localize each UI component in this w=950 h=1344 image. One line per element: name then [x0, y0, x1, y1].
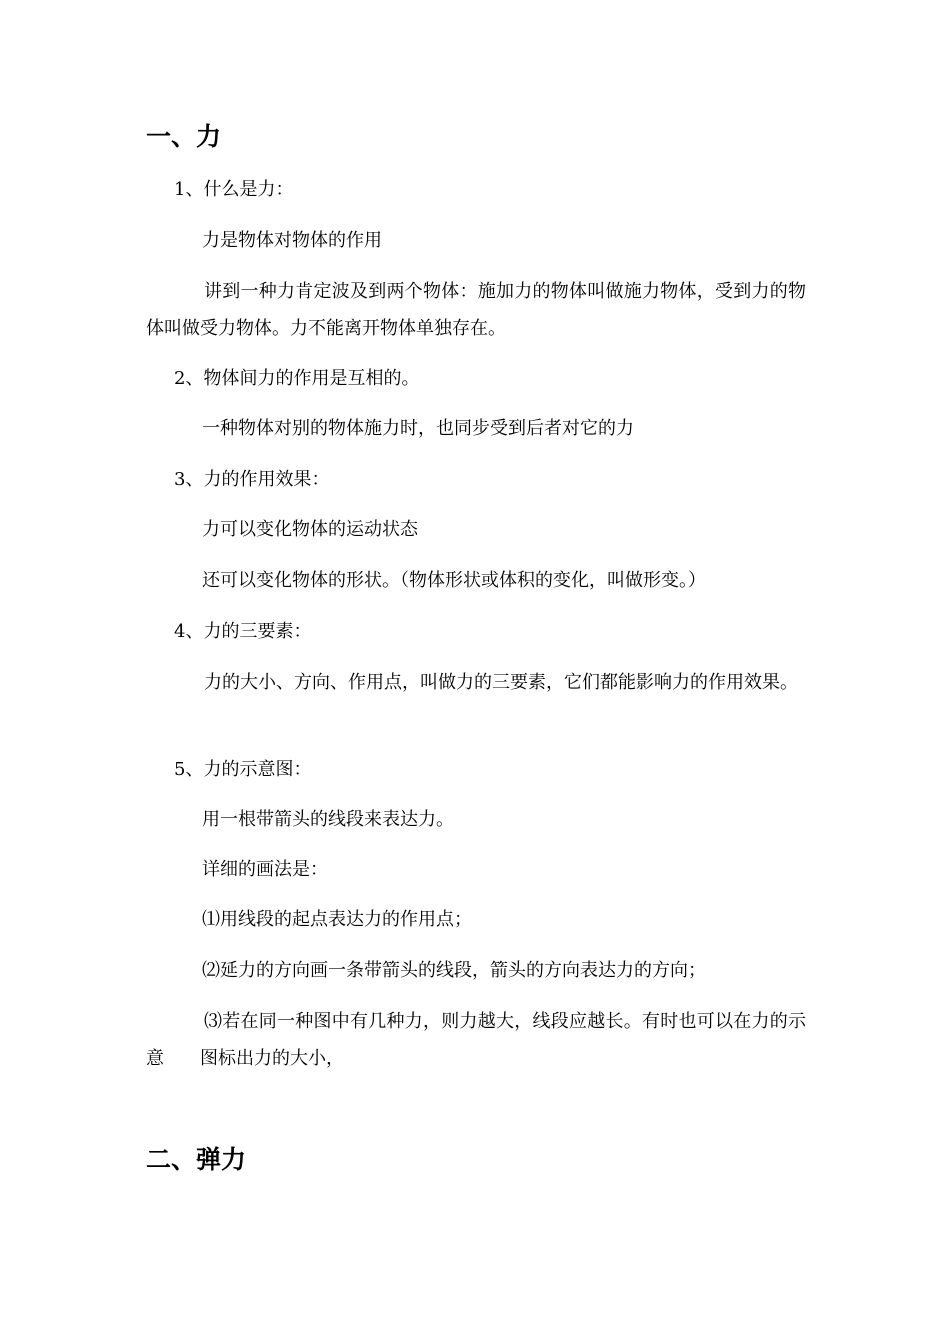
- item-5-step-1: ⑴用线段的起点表达力的作用点；: [202, 909, 472, 930]
- item-4-title: 4、力的三要素：: [174, 621, 312, 642]
- item-2-title: 2、物体间力的作用是互相的。: [174, 368, 420, 389]
- section-heading-force: 一、力: [146, 122, 222, 151]
- section-heading-elastic-force: 二、弹力: [146, 1145, 247, 1174]
- item-5-step-2: ⑵延力的方向画一条带箭头的线段，箭头的方向表达力的方向；: [202, 960, 706, 981]
- item-3-paragraph-1: 力可以变化物体的运动状态: [202, 519, 418, 540]
- item-2-paragraph-1: 一种物体对别的物体施力时，也同步受到后者对它的力: [202, 418, 634, 439]
- item-1-paragraph-2: 讲到一种力肯定波及到两个物体：施加力的物体叫做施力物体，受到力的物体叫做受力物体。力不能离开物体单独存在。: [146, 281, 806, 339]
- item-1-title: 1、什么是力：: [174, 179, 294, 200]
- item-3-paragraph-2: 还可以变化物体的形状。（物体形状或体积的变化，叫做形变。）: [202, 570, 706, 591]
- item-5-title: 5、力的示意图：: [174, 759, 312, 780]
- item-5-paragraph-2: 详细的画法是：: [202, 859, 328, 880]
- item-1-paragraph-1: 力是物体对物体的作用: [202, 230, 382, 251]
- item-5-step-3: ⑶若在同一种图中有几种力，则力越大，线段应越长。有时也可以在力的示意 图标出力的大小，: [146, 1011, 806, 1069]
- item-5-paragraph-1: 用一根带箭头的线段来表达力。: [202, 809, 454, 830]
- item-4-paragraph-1: 力的大小、方向、作用点，叫做力的三要素，它们都能影响力的作用效果。: [204, 672, 798, 693]
- item-3-title: 3、力的作用效果：: [174, 469, 330, 490]
